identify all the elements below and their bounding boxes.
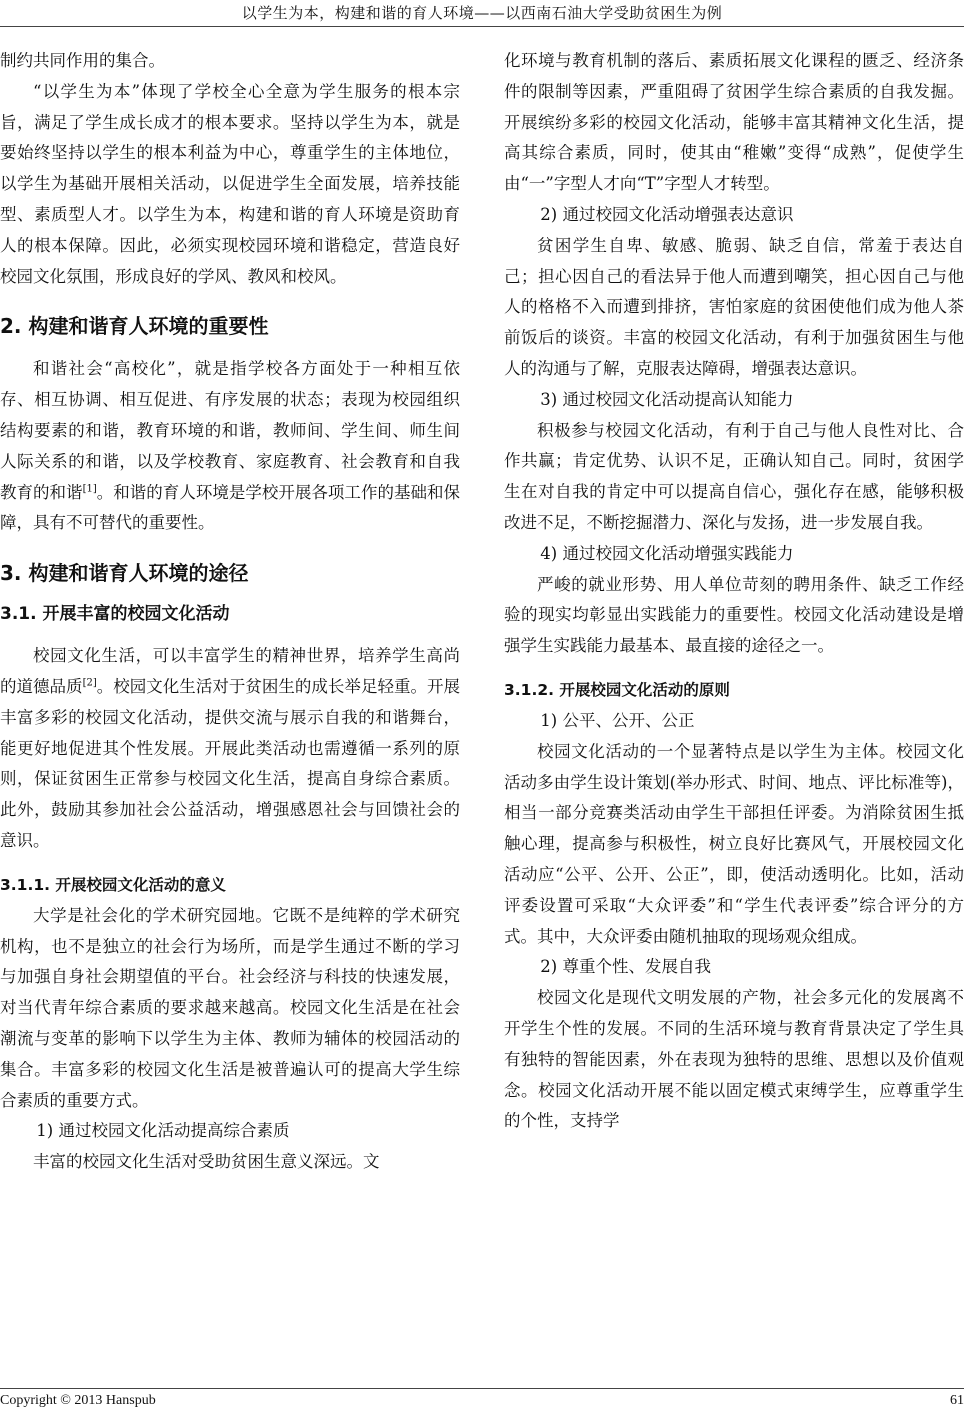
paragraph: 积极参与校园文化活动，有利于自己与他人良性对比、合作共赢；肯定优势、认识不足，正确认知自己。同时，贫困学生在对自我的肯定中可以提高自信心，强化存在感，能够积极改进不足，不断挖掘潜力、深化与发扬，进一步发展自我。: [504, 420, 964, 532]
subsubsection-heading: 3.1.2. 开展校园文化活动的原则: [504, 680, 730, 699]
paragraph: 校园文化是现代文明发展的产物，社会多元化的发展离不开学生个性的发展。不同的生活环境与教育背景决定了学生具有独特的智能因素，外在表现为独特的思维、思想以及价值观念。校园文化活动开展不能以固定模式束缚学生，应尊重学生的个性，支持学: [504, 988, 964, 1131]
paragraph: [0, 641, 460, 857]
page-number: 61: [950, 1393, 964, 1408]
section-heading: 3. 构建和谐育人环境的途径: [0, 561, 249, 586]
right-column: [504, 46, 964, 1137]
citation-link[interactable]: [1]: [82, 483, 97, 495]
text-run: 。和谐的育人环境是学校开展各项工作的基础和保障，具有不可替代的重要性。: [0, 482, 461, 533]
list-item: 4) 通过校园文化活动增强实践能力: [540, 543, 794, 563]
text-run: 和谐社会“高校化”，就是指学校各方面处于一种相互依存、相互协调、相互促进、有序发展的状态；表现为校园组织结构要素的和谐，教育环境的和谐，教师间、学生间、师生间人际关系的和谐，以及学校教育、家庭教育、社会教育和自我教育的和谐: [0, 359, 460, 502]
paragraph: 大学是社会化的学术研究园地。它既不是纯粹的学术研究机构，也不是独立的社会行为场所，而是学生通过不断的学习与加强自身社会期望值的平台。社会经济与科技的快速发展，对当代青年综合素质的要求越来越高。校园文化生活是在社会潮流与变革的影响下以学生为主体、教师为辅体的校园活动的集合。丰富多彩的校园文化生活是被普遍认可的提高大学生综合素质的重要方式。: [0, 905, 460, 1110]
text-run: 。校园文化生活对于贫困生的成长举足轻重。开展丰富多彩的校园文化活动，提供交流与展示自我的和谐舞台，能更好地促进其个性发展。开展此类活动也需遵循一系列的原则，保证贫困生正常参与校园文化生活，提高自身综合素质。此外，鼓励其参加社会公益活动，增强感恩社会与回馈社会的意识。: [0, 676, 461, 850]
citation-link[interactable]: [2]: [82, 677, 97, 689]
paragraph: 制约共同作用的集合。: [0, 51, 165, 70]
list-item: 3) 通过校园文化活动提高认知能力: [540, 389, 794, 409]
paragraph: 化环境与教育机制的落后、素质拓展文化课程的匮乏、经济条件的限制等因素，严重阻碍了贫困学生综合素质的自我发掘。开展缤纷多彩的校园文化活动，能够丰富其精神文化生活，提高其综合素质，同时，使其由“稚嫩”变得“成熟”，促使学生由“一”字型人才向“T”字型人才转型。: [504, 51, 964, 194]
paragraph: [0, 354, 460, 539]
copyright-notice: Copyright © 2013 Hanspub: [0, 1393, 156, 1408]
subsubsection-heading: 3.1.1. 开展校园文化活动的意义: [0, 875, 226, 894]
list-item: 2) 尊重个性、发展自我: [540, 957, 711, 977]
paragraph: 贫困学生自卑、敏感、脆弱、缺乏自信，常羞于表达自己；担心因自己的看法异于他人而遭到嘲笑，担心因自己与他人的格格不入而遭到排挤，害怕家庭的贫困使他们成为他人茶前饭后的谈资。丰富的校园文化活动，有利于加强贫困生与他人的沟通与了解，克服表达障碍，增强表达意识。: [504, 235, 964, 378]
text-run: 校园文化生活，可以丰富学生的精神世界，培养学生高尚的道德品质: [0, 646, 460, 696]
footer-rule: [0, 1388, 964, 1389]
paragraph: “以学生为本”体现了学校全心全意为学生服务的根本宗旨，满足了学生成长成才的根本要求。坚持以学生为本，就是要始终坚持以学生的根本利益为中心，尊重学生的主体地位，以学生为基础开展相关活动，以促进学生全面发展，培养技能型、素质型人才。以学生为本，构建和谐的育人环境是资助育人的根本保障。因此，必须实现校园环境和谐稳定，营造良好校园文化氛围，形成良好的学风、教风和校风。: [0, 81, 460, 286]
left-column: [0, 46, 460, 1178]
paragraph: 严峻的就业形势、用人单位苛刻的聘用条件、缺乏工作经验的现实均彰显出实践能力的重要性。校园文化活动建设是增强学生实践能力最基本、最直接的途径之一。: [504, 574, 964, 656]
list-item: 2) 通过校园文化活动增强表达意识: [540, 204, 794, 224]
list-item: 1) 公平、公开、公正: [540, 710, 695, 730]
section-heading: 2. 构建和谐育人环境的重要性: [0, 314, 269, 339]
paragraph: 丰富的校园文化生活对受助贫困生意义深远。文: [33, 1152, 380, 1172]
header-rule: [0, 26, 964, 27]
list-item: 1) 通过校园文化活动提高综合素质: [36, 1121, 290, 1141]
running-header: 以学生为本，构建和谐的育人环境——以西南石油大学受助贫困生为例: [241, 4, 723, 22]
paragraph: 校园文化活动的一个显著特点是以学生为主体。校园文化活动多由学生设计策划(举办形式、时间、地点、评比标准等)，相当一部分竞赛类活动由学生干部担任评委。为消除贫困生抵触心理，提高参与积极性，树立良好比赛风气，开展校园文化活动应“公平、公开、公正”，即，使活动透明化。比如，活动评委设置可采取“大众评委”和“学生代表评委”综合评分的方式。其中，大众评委由随机抽取的现场观众组成。: [504, 741, 964, 946]
subsection-heading: 3.1. 开展丰富的校园文化活动: [0, 604, 230, 625]
